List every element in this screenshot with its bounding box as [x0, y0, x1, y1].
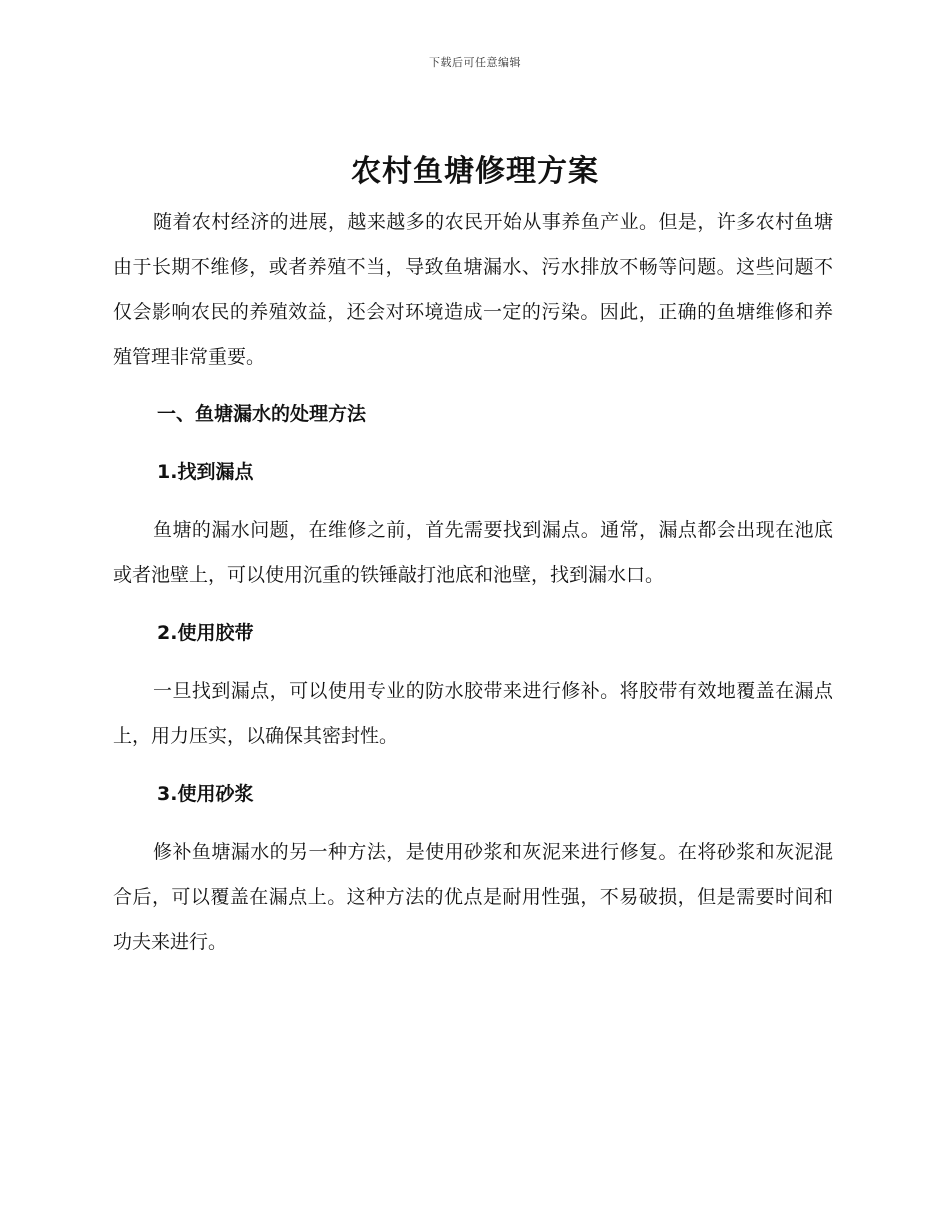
intro-paragraph: 随着农村经济的进展，越来越多的农民开始从事养鱼产业。但是，许多农村鱼塘由于长期不维修，或者养殖不当，导致鱼塘漏水、污水排放不畅等问题。这些问题不仅会影响农民的养殖效益，还会对环境造成一定的污染。因此，正确的鱼塘维修和养殖管理非常重要。	[113, 211, 833, 368]
step-heading-3: 3.使用砂浆	[157, 783, 254, 805]
spacer	[113, 495, 833, 508]
spacer	[113, 656, 833, 669]
section-heading: 一、鱼塘漏水的处理方法	[157, 403, 367, 425]
step-body-3: 修补鱼塘漏水的另一种方法，是使用砂浆和灰泥来进行修复。在将砂浆和灰泥混合后，可以覆盖在漏点上。这种方法的优点是耐用性强，不易破损，但是需要时间和功夫来进行。	[113, 841, 833, 953]
step-body-1: 鱼塘的漏水问题，在维修之前，首先需要找到漏点。通常，漏点都会出现在池底或者池壁上，可以使用沉重的铁锤敲打池底和池壁，找到漏水口。	[113, 519, 833, 586]
step-heading-1: 1.找到漏点	[157, 461, 254, 483]
header-note: 下载后可任意编辑	[429, 56, 521, 69]
step-body-2: 一旦找到漏点，可以使用专业的防水胶带来进行修补。将胶带有效地覆盖在漏点上，用力压实，以确保其密封性。	[113, 680, 833, 747]
document-title: 农村鱼塘修理方案	[351, 154, 599, 189]
step-heading-2: 2.使用胶带	[157, 622, 254, 644]
spacer	[113, 817, 833, 830]
spacer	[113, 380, 833, 392]
document-body	[113, 200, 833, 965]
spacer	[113, 598, 833, 611]
spacer	[113, 437, 833, 450]
spacer	[113, 759, 833, 772]
